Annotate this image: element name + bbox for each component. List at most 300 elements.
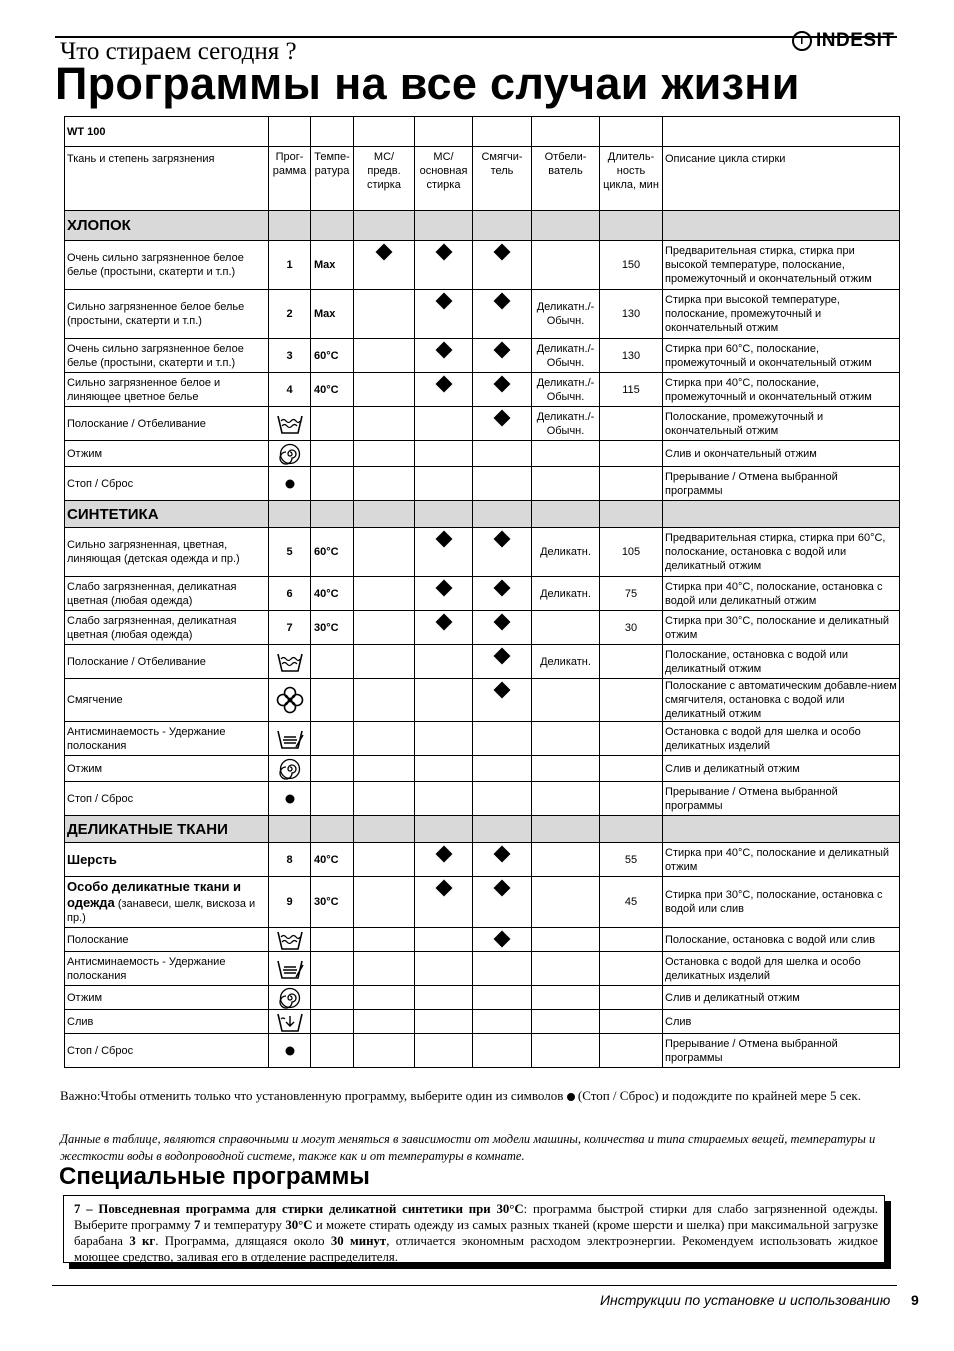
- description-cell: Полоскание, остановка с водой или деликатный отжим: [663, 645, 900, 679]
- stop-icon: [284, 1045, 296, 1057]
- duration-cell: [600, 679, 663, 722]
- fabric-cell: [65, 756, 269, 782]
- mainwash-cell: [415, 952, 473, 986]
- section-fill: [354, 501, 415, 528]
- program-row: [65, 928, 900, 952]
- mainwash-diamond-icon: [435, 531, 452, 548]
- program-icon-cell: [269, 645, 311, 679]
- program-number: 8: [269, 843, 311, 877]
- bleach-cell: Деликатн.: [532, 577, 600, 611]
- temperature: [311, 1010, 354, 1034]
- section-fill: [473, 816, 532, 843]
- mainwash-diamond-icon: [435, 614, 452, 631]
- col-header-bleach: Отбели-ватель: [532, 147, 600, 211]
- section-fill: [663, 501, 900, 528]
- program-icon-cell: [269, 782, 311, 816]
- fabric-label: Отжим: [67, 762, 103, 775]
- program-row: [65, 577, 900, 611]
- temperature: [311, 722, 354, 756]
- bleach-cell: Деликатн./- Обычн.: [532, 373, 600, 407]
- duration-cell: [600, 952, 663, 986]
- mainwash-cell: [415, 722, 473, 756]
- softener-cell: [473, 722, 532, 756]
- prewash-cell: [354, 722, 415, 756]
- prewash-cell: [354, 373, 415, 407]
- program-row: [65, 877, 900, 928]
- temperature: [311, 986, 354, 1010]
- fabric-label: Смягчение: [67, 694, 123, 706]
- section-fill: [311, 211, 354, 241]
- mainwash-diamond-icon: [435, 293, 452, 310]
- fabric-cell: [65, 986, 269, 1010]
- prewash-cell: [354, 1034, 415, 1068]
- section-fill: [473, 501, 532, 528]
- programs-table: [64, 116, 900, 1068]
- duration-cell: 45: [600, 877, 663, 928]
- prewash-cell: [354, 407, 415, 441]
- program-row: [65, 843, 900, 877]
- fabric-cell: [65, 1010, 269, 1034]
- program-number: 4: [269, 373, 311, 407]
- softener-cell: [473, 528, 532, 577]
- description-cell: Стирка при 40°C, полоскание, остановка с водой или деликатный отжим: [663, 577, 900, 611]
- duration-cell: [600, 928, 663, 952]
- rinse-icon: [276, 651, 304, 673]
- fabric-label: Полоскание / Отбеливание: [67, 655, 206, 668]
- softener-cell: [473, 373, 532, 407]
- fabric-cell: [65, 290, 269, 339]
- bleach-cell: [532, 756, 600, 782]
- softener-diamond-icon: [494, 244, 511, 261]
- bleach-cell: [532, 1010, 600, 1034]
- brand-name: INDESIT: [816, 30, 895, 51]
- description-cell: Прерывание / Отмена выбранной программы: [663, 467, 900, 501]
- program-row: [65, 373, 900, 407]
- temperature: [311, 756, 354, 782]
- program-icon-cell: [269, 441, 311, 467]
- program-row: [65, 407, 900, 441]
- description-cell: Стирка при 40°C, полоскание, промежуточный и окончательный отжим: [663, 373, 900, 407]
- duration-cell: [600, 986, 663, 1010]
- section-fill: [473, 211, 532, 241]
- fabric-cell: [65, 373, 269, 407]
- note-text-before: Важно:Чтобы отменить только что установленную программу, выберите один из символов: [60, 1088, 564, 1103]
- section-title: ДЕЛИКАТНЫЕ ТКАНИ: [65, 816, 269, 843]
- duration-cell: [600, 467, 663, 501]
- description-cell: Стирка при 40°C, полоскание и деликатный отжим: [663, 843, 900, 877]
- special-text-5: , отличается экономным расходом электроэнергии. Рекомендуем использовать жидкое моющее средство, заливая его в отделение распределителя.: [74, 1234, 878, 1264]
- col-header-temp: Темпе-ратура: [311, 147, 354, 211]
- program-row: [65, 467, 900, 501]
- bleach-cell: [532, 441, 600, 467]
- program-number: 3: [269, 339, 311, 373]
- program-icon-cell: [269, 986, 311, 1010]
- fabric-cell: [65, 339, 269, 373]
- mainwash-diamond-icon: [435, 244, 452, 261]
- duration-cell: 130: [600, 290, 663, 339]
- section-fill: [532, 816, 600, 843]
- program-icon-cell: [269, 1034, 311, 1068]
- softener-diamond-icon: [494, 410, 511, 427]
- duration-cell: [600, 782, 663, 816]
- prewash-cell: [354, 290, 415, 339]
- section-fill: [532, 211, 600, 241]
- softener-cell: [473, 577, 532, 611]
- description-cell: Слив и окончательный отжим: [663, 441, 900, 467]
- fabric-label: Отжим: [67, 991, 103, 1004]
- special-bold-3: 30°C: [285, 1218, 313, 1232]
- fabric-label: Очень сильно загрязненное белое белье (простыни, скатерти и т.п.): [67, 342, 244, 369]
- fabric-cell: [65, 441, 269, 467]
- bleach-cell: [532, 952, 600, 986]
- fabric-cell: [65, 928, 269, 952]
- disclaimer: Данные в таблице, являются справочными и могут меняться в зависимости от модели машины, количества и типа стираемых вещей, температуры и жесткости воды в водопроводной системе, также как и от температуры в комнате.: [60, 1132, 876, 1163]
- col-header-description: Описание цикла стирки: [663, 147, 900, 211]
- softener-cell: [473, 782, 532, 816]
- section-fill: [532, 501, 600, 528]
- temperature: [311, 928, 354, 952]
- mainwash-cell: [415, 611, 473, 645]
- prewash-cell: [354, 877, 415, 928]
- stop-icon: [284, 478, 296, 490]
- prewash-cell: [354, 756, 415, 782]
- fabric-cell: [65, 407, 269, 441]
- description-cell: Слив и деликатный отжим: [663, 756, 900, 782]
- page-subtitle: Что стираем сегодня ?: [60, 38, 297, 65]
- fabric-title: Особо деликатные ткани и одежда: [67, 879, 242, 910]
- bleach-cell: Деликатн.: [532, 528, 600, 577]
- program-row: [65, 1034, 900, 1068]
- fabric-cell: [65, 782, 269, 816]
- special-bold-4: 3 кг: [129, 1234, 156, 1248]
- softener-cell: [473, 679, 532, 722]
- mainwash-diamond-icon: [435, 580, 452, 597]
- fabric-label: (занавеси, шелк, вискоза и пр.): [67, 898, 256, 924]
- page-number: 9: [911, 1292, 919, 1308]
- bleach-cell: Деликатн./- Обычн.: [532, 407, 600, 441]
- anti-wrinkle-icon: [276, 728, 304, 750]
- header-row: [65, 147, 900, 211]
- spin-icon: [279, 443, 301, 465]
- mainwash-cell: [415, 290, 473, 339]
- fabric-label: Стоп / Сброс: [67, 792, 134, 805]
- duration-cell: [600, 722, 663, 756]
- program-row: [65, 679, 900, 722]
- duration-cell: [600, 1034, 663, 1068]
- duration-cell: 115: [600, 373, 663, 407]
- mainwash-cell: [415, 843, 473, 877]
- fabric-label: Антисминаемость - Удержание полоскания: [67, 955, 226, 982]
- softener-cell: [473, 467, 532, 501]
- temperature: 30°C: [311, 877, 354, 928]
- description-cell: Прерывание / Отмена выбранной программы: [663, 782, 900, 816]
- description-cell: Стирка при 30°C, полоскание и деликатный отжим: [663, 611, 900, 645]
- section-title: ХЛОПОК: [65, 211, 269, 241]
- fabric-label: Стоп / Сброс: [67, 1044, 134, 1057]
- duration-cell: 150: [600, 241, 663, 290]
- duration-cell: [600, 645, 663, 679]
- duration-cell: [600, 1010, 663, 1034]
- duration-cell: 30: [600, 611, 663, 645]
- duration-cell: [600, 407, 663, 441]
- program-icon-cell: [269, 756, 311, 782]
- fabric-cell: [65, 1034, 269, 1068]
- softener-diamond-icon: [494, 293, 511, 310]
- fabric-cell: [65, 679, 269, 722]
- description-cell: Предварительная стирка, стирка при 60°C, полоскание, остановка с водой или деликатный отжим: [663, 528, 900, 577]
- fabric-label: Антисминаемость - Удержание полоскания: [67, 725, 226, 752]
- mainwash-cell: [415, 756, 473, 782]
- bleach-cell: [532, 782, 600, 816]
- description-cell: Остановка с водой для шелка и особо деликатных изделий: [663, 952, 900, 986]
- mainwash-cell: [415, 782, 473, 816]
- program-icon-cell: [269, 952, 311, 986]
- duration-cell: 105: [600, 528, 663, 577]
- softener-diamond-icon: [494, 614, 511, 631]
- program-row: [65, 290, 900, 339]
- softener-cell: [473, 1034, 532, 1068]
- program-row: [65, 611, 900, 645]
- fabric-cell: [65, 467, 269, 501]
- bleach-cell: [532, 986, 600, 1010]
- program-row: [65, 441, 900, 467]
- program-row: [65, 339, 900, 373]
- duration-cell: 55: [600, 843, 663, 877]
- bleach-cell: [532, 679, 600, 722]
- bleach-cell: [532, 843, 600, 877]
- fabric-label: Сильно загрязненное белое белье (простыни, скатерти и т.п.): [67, 301, 245, 327]
- special-text-4: . Программа, длящаяся около: [155, 1234, 331, 1248]
- bleach-cell: [532, 241, 600, 290]
- softener-diamond-icon: [494, 846, 511, 863]
- softener-cell: [473, 843, 532, 877]
- description-cell: Полоскание с автоматическим добавле-нием смягчителя, остановка с водой или деликатный отжим: [663, 679, 900, 722]
- special-text-2: и температуру: [200, 1218, 286, 1232]
- description-cell: Прерывание / Отмена выбранной программы: [663, 1034, 900, 1068]
- program-row: [65, 1010, 900, 1034]
- section-fill: [600, 816, 663, 843]
- mainwash-cell: [415, 339, 473, 373]
- softener-cell: [473, 339, 532, 373]
- mainwash-cell: [415, 241, 473, 290]
- section-fill: [415, 211, 473, 241]
- fabric-cell: [65, 952, 269, 986]
- section-fill: [663, 816, 900, 843]
- program-number: 6: [269, 577, 311, 611]
- softener-cell: [473, 645, 532, 679]
- softener-flower-icon: [276, 686, 304, 714]
- section-row: [65, 211, 900, 241]
- temperature: 30°C: [311, 611, 354, 645]
- bottom-rule: [52, 1285, 897, 1286]
- softener-cell: [473, 756, 532, 782]
- fabric-label: Отжим: [67, 447, 103, 460]
- program-number: 2: [269, 290, 311, 339]
- cancel-note: [60, 1087, 868, 1104]
- special-programs-box: [63, 1195, 885, 1263]
- mainwash-cell: [415, 441, 473, 467]
- section-fill: [600, 211, 663, 241]
- fabric-label: Стоп / Сброс: [67, 477, 134, 490]
- fabric-cell: [65, 843, 269, 877]
- rinse-icon: [276, 929, 304, 951]
- temperature: [311, 1034, 354, 1068]
- special-bold-1: 7 – Повседневная программа для стирки деликатной синтетики при 30°C: [74, 1202, 524, 1216]
- mainwash-cell: [415, 407, 473, 441]
- bleach-cell: [532, 877, 600, 928]
- section-fill: [415, 501, 473, 528]
- page-title: Программы на все случаи жизни: [55, 58, 800, 109]
- program-row: [65, 986, 900, 1010]
- program-icon-cell: [269, 1010, 311, 1034]
- mainwash-cell: [415, 645, 473, 679]
- section-fill: [600, 501, 663, 528]
- temperature: [311, 645, 354, 679]
- col-header-fabric: Ткань и степень загрязнения: [65, 147, 269, 211]
- softener-cell: [473, 952, 532, 986]
- description-cell: Остановка с водой для шелка и особо деликатных изделий: [663, 722, 900, 756]
- duration-cell: 130: [600, 339, 663, 373]
- special-programs-title: Специальные программы: [59, 1163, 370, 1190]
- fabric-label: Слабо загрязненная, деликатная цветная (любая одежда): [67, 580, 237, 607]
- mainwash-diamond-icon: [435, 342, 452, 359]
- col-header-prewash: МС/ предв. стирка: [354, 147, 415, 211]
- prewash-cell: [354, 339, 415, 373]
- section-row: [65, 816, 900, 843]
- program-row: [65, 241, 900, 290]
- bleach-cell: Деликатн./- Обычн.: [532, 290, 600, 339]
- col-header-softener: Смягчи-тель: [473, 147, 532, 211]
- description-cell: Слив и деликатный отжим: [663, 986, 900, 1010]
- softener-cell: [473, 290, 532, 339]
- fabric-cell: [65, 645, 269, 679]
- mainwash-cell: [415, 679, 473, 722]
- section-fill: [311, 816, 354, 843]
- section-fill: [269, 501, 311, 528]
- special-bold-5: 30 минут: [330, 1234, 387, 1248]
- section-row: [65, 501, 900, 528]
- bleach-cell: [532, 467, 600, 501]
- section-fill: [269, 211, 311, 241]
- softener-cell: [473, 1010, 532, 1034]
- mainwash-cell: [415, 467, 473, 501]
- prewash-cell: [354, 928, 415, 952]
- fabric-label: Слабо загрязненная, деликатная цветная (любая одежда): [67, 614, 237, 641]
- program-row: [65, 782, 900, 816]
- fabric-cell: [65, 528, 269, 577]
- fabric-label: Сильно загрязненное белое и линяющее цветное белье: [67, 376, 221, 403]
- fabric-cell: [65, 611, 269, 645]
- mainwash-cell: [415, 528, 473, 577]
- section-fill: [311, 501, 354, 528]
- description-cell: Полоскание, промежуточный и окончательный отжим: [663, 407, 900, 441]
- bleach-cell: [532, 1034, 600, 1068]
- prewash-cell: [354, 679, 415, 722]
- prewash-cell: [354, 241, 415, 290]
- prewash-cell: [354, 952, 415, 986]
- duration-cell: [600, 441, 663, 467]
- fabric-label: Полоскание: [67, 933, 129, 946]
- fabric-label: Полоскание / Отбеливание: [67, 417, 206, 430]
- program-row: [65, 528, 900, 577]
- stop-icon: [284, 793, 296, 805]
- model-row: [65, 117, 900, 147]
- prewash-cell: [354, 843, 415, 877]
- program-icon-cell: [269, 679, 311, 722]
- prewash-cell: [354, 1010, 415, 1034]
- bleach-cell: Деликатн./- Обычн.: [532, 339, 600, 373]
- bleach-cell: [532, 611, 600, 645]
- special-bold-2: 7: [193, 1218, 201, 1232]
- prewash-cell: [354, 986, 415, 1010]
- prewash-cell: [354, 611, 415, 645]
- program-icon-cell: [269, 928, 311, 952]
- mainwash-cell: [415, 577, 473, 611]
- softener-diamond-icon: [494, 376, 511, 393]
- section-title: СИНТЕТИКА: [65, 501, 269, 528]
- softener-cell: [473, 611, 532, 645]
- spin-icon: [279, 758, 301, 780]
- fabric-cell: [65, 877, 269, 928]
- softener-cell: [473, 407, 532, 441]
- softener-cell: [473, 241, 532, 290]
- program-number: 7: [269, 611, 311, 645]
- bleach-cell: [532, 722, 600, 756]
- mainwash-cell: [415, 373, 473, 407]
- note-text-after: (Стоп / Сброс) и подождите по крайней мере 5 сек.: [577, 1088, 861, 1103]
- mainwash-cell: [415, 1034, 473, 1068]
- prewash-cell: [354, 782, 415, 816]
- special-text-1: : программа быстрой стирки для слабо загрязненной одежды. Выберите программу: [74, 1202, 878, 1232]
- mainwash-cell: [415, 928, 473, 952]
- mainwash-cell: [415, 1010, 473, 1034]
- section-fill: [415, 816, 473, 843]
- brand-mark: i: [792, 31, 812, 51]
- stop-dot-icon: [567, 1093, 575, 1101]
- softener-diamond-icon: [494, 342, 511, 359]
- spin-icon: [279, 987, 301, 1009]
- temperature: 60°C: [311, 339, 354, 373]
- special-text-3: и можете стирать одежду из самых разных тканей (кроме шерсти и шелка) при максимальной загрузке барабана: [74, 1218, 879, 1248]
- mainwash-diamond-icon: [435, 376, 452, 393]
- softener-diamond-icon: [494, 531, 511, 548]
- prewash-cell: [354, 467, 415, 501]
- prewash-diamond-icon: [376, 244, 393, 261]
- program-number: 9: [269, 877, 311, 928]
- program-number: 5: [269, 528, 311, 577]
- bleach-cell: [532, 928, 600, 952]
- duration-cell: [600, 756, 663, 782]
- fabric-label: Слив: [67, 1015, 94, 1028]
- mainwash-diamond-icon: [435, 846, 452, 863]
- program-icon-cell: [269, 467, 311, 501]
- rinse-icon: [276, 413, 304, 435]
- temperature: 40°C: [311, 373, 354, 407]
- description-cell: Стирка при высокой температуре, полоскание, промежуточный и окончательный отжим: [663, 290, 900, 339]
- fabric-label: Очень сильно загрязненное белое белье (простыни, скатерти и т.п.): [67, 252, 244, 278]
- mainwash-diamond-icon: [435, 880, 452, 897]
- softener-cell: [473, 986, 532, 1010]
- softener-diamond-icon: [494, 880, 511, 897]
- description-cell: Стирка при 30°C, полоскание, остановка с водой или слив: [663, 877, 900, 928]
- program-row: [65, 722, 900, 756]
- program-number: 1: [269, 241, 311, 290]
- temperature: 60°C: [311, 528, 354, 577]
- softener-diamond-icon: [494, 648, 511, 665]
- softener-diamond-icon: [494, 682, 511, 699]
- temperature: [311, 679, 354, 722]
- fabric-title: Шерсть: [67, 851, 117, 867]
